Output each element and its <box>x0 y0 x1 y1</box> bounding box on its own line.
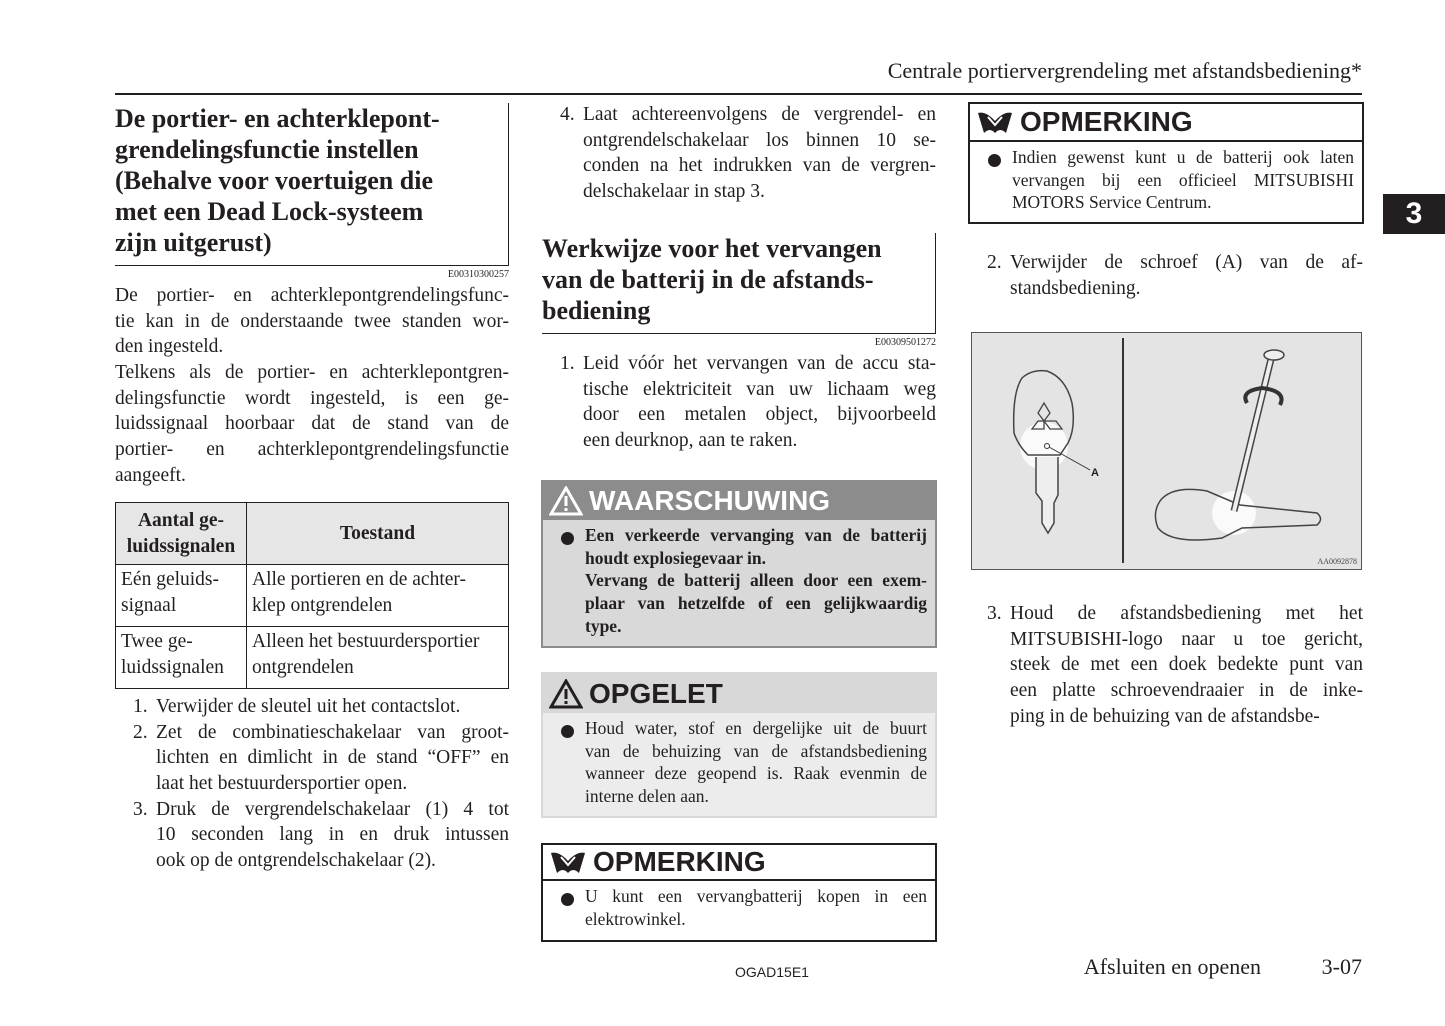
warning-text <box>585 524 927 637</box>
text-line: plaar van hetzelfde of een gelijkwaardig <box>585 593 927 614</box>
text-line: U kunt een vervangbatterij kopen in een <box>585 886 927 906</box>
text-line: Zet de combinatieschakelaar van groot- <box>156 721 509 743</box>
text-line: door een metalen object, bijvoorbeeld <box>583 404 936 426</box>
list-text <box>156 797 509 874</box>
section-heading-box <box>542 233 936 334</box>
text-line: Houd water, stof en dergelijke uit de buurt <box>585 718 927 738</box>
text-line: van de behuizing van de afstandsbediening <box>585 740 927 761</box>
step-3 <box>969 601 1363 729</box>
list-number: 2. <box>987 252 1002 273</box>
key-figure <box>971 332 1362 570</box>
table-row <box>116 627 509 689</box>
table-cell: Eén geluids- signaal <box>116 565 247 627</box>
text-line: standsbediening. <box>1010 277 1141 299</box>
text-line: houdt explosiegevaar in. <box>585 547 767 568</box>
text-line: ping in de behuizing van de afstandsbe- <box>1010 705 1320 727</box>
text-line: aangeeft. <box>115 464 186 486</box>
text-line: 10 seconden lang in en druk intussen <box>156 824 509 846</box>
list-text <box>1010 601 1363 729</box>
list-item <box>115 720 509 797</box>
list-item <box>542 351 936 454</box>
table-header: Aantal ge- luidssignalen <box>116 503 247 565</box>
text-line: steek de met een doek bedekte punt van <box>1010 654 1363 676</box>
list-item <box>969 250 1363 301</box>
caution-box <box>541 672 937 818</box>
text-line: ontgrendelschakelaar los binnen 10 se- <box>583 129 936 151</box>
text-line: van de batterij in de afstands- <box>542 265 874 294</box>
list-text <box>583 351 936 454</box>
text-line: conden na het indrukken van de vergren- <box>583 155 936 177</box>
table-cell: Alleen het bestuurdersportier ontgrendelen <box>247 627 509 689</box>
text-line: interne delen aan. <box>585 786 709 807</box>
footer-section: Afsluiten en openen <box>1083 954 1261 979</box>
text-line: bediening <box>542 296 651 325</box>
list-item <box>115 797 509 874</box>
text-line: tische elektriciteit van uw lichaam weg <box>583 378 936 400</box>
text-line: elektrowinkel. <box>585 908 686 929</box>
note-box <box>968 102 1364 224</box>
caution-text <box>585 717 927 808</box>
list-text <box>156 720 509 797</box>
list-text <box>156 694 509 720</box>
text-line: Leid vóór het vervangen van de accu sta- <box>583 353 936 374</box>
text-line: MOTORS Service Centrum. <box>1012 192 1212 213</box>
figure-code: AA0092878 <box>1317 557 1357 566</box>
note-title: OPMERKING <box>593 846 766 877</box>
text-line: vervangen bij een officieel MITSUBISHI <box>1012 169 1354 190</box>
note-text <box>585 885 927 930</box>
key-screw-illustration <box>972 333 1360 568</box>
list-text <box>1010 250 1363 301</box>
text-line: Verwijder de schroef (A) van de af- <box>1010 252 1363 273</box>
text-line: wanneer deze geopend is. Raak evenmin de <box>585 763 927 784</box>
header-rule <box>115 93 1362 95</box>
list-item <box>115 694 509 720</box>
text-line: lichten en dimlicht in de stand “OFF” en <box>156 747 509 769</box>
note-title: OPMERKING <box>1020 106 1193 137</box>
list-text <box>583 102 936 205</box>
section-heading-box <box>115 103 509 266</box>
text-line: type. <box>585 615 622 636</box>
section-heading <box>115 103 508 258</box>
text-line: portier- en achterklepontgrendelingsfunctie <box>115 439 509 461</box>
running-header: Centrale portiervergrendeling met afstandsbediening* <box>887 58 1362 83</box>
text-line: delschakelaar in stap 3. <box>583 181 765 203</box>
list-number: 1. <box>560 353 575 374</box>
text-line: een deurknop, aan te raken. <box>583 430 798 452</box>
section-code: E00310300257 <box>447 269 509 280</box>
step-2 <box>969 250 1363 301</box>
step-1 <box>542 351 936 454</box>
table-row <box>116 565 509 627</box>
intro-paragraph <box>115 283 509 489</box>
table-cell: Alle portieren en de achter- klep ontgrendelen <box>247 565 509 627</box>
bullet-icon <box>561 532 574 545</box>
caution-title: OPGELET <box>589 677 723 709</box>
text-line: Telkens als de portier- en achterklepontgren- <box>115 362 509 384</box>
text-line: Druk de vergrendelschakelaar (1) 4 tot <box>156 798 509 820</box>
list-item <box>969 601 1363 729</box>
text-line: (Behalve voor voertuigen die <box>115 166 433 195</box>
warning-box <box>541 480 937 648</box>
page-number: 3-07 <box>1321 954 1362 979</box>
warning-triangle-icon <box>549 486 583 516</box>
label-a: A <box>1091 467 1099 479</box>
note-box <box>541 843 937 942</box>
list-number: 2. <box>133 721 148 743</box>
section-code: E00309501272 <box>874 337 936 348</box>
text-line: Indien gewenst kunt u de batterij ook laten <box>1012 147 1354 167</box>
signal-table <box>115 502 509 689</box>
text-line: een platte schroevendraaier in de inke- <box>1010 680 1363 702</box>
text-line: Een verkeerde vervanging van de batterij <box>585 525 927 545</box>
list-item <box>542 102 936 205</box>
text-line: De portier- en achterklepont- <box>115 104 440 133</box>
table-cell: Twee ge- luidssignalen <box>116 627 247 689</box>
table-header: Toestand <box>247 503 509 565</box>
text-line: delingsfunctie wordt ingesteld, is een ge- <box>115 387 509 409</box>
text-line: MITSUBISHI-logo naar u toe gericht, <box>1010 628 1363 650</box>
list-number: 3. <box>987 603 1002 624</box>
text-line: Laat achtereenvolgens de vergrendel- en <box>583 104 936 125</box>
bullet-icon <box>561 893 574 906</box>
text-line: met een Dead Lock-systeem <box>115 197 424 226</box>
text-line: ook op de ontgrendelschakelaar (2). <box>156 850 436 872</box>
note-text <box>1012 146 1354 214</box>
step-4 <box>542 102 936 205</box>
note-hand-icon <box>976 109 1014 135</box>
caution-triangle-icon <box>549 679 583 709</box>
chapter-tab[interactable]: 3 <box>1383 194 1445 234</box>
text-line: luidssignaal hoorbaar dat de stand van de <box>115 413 509 435</box>
text-line: zijn uitgerust) <box>115 228 272 257</box>
text-line: laat het bestuurdersportier open. <box>156 773 408 795</box>
text-line: De portier- en achterklepontgrendelingsfunc- <box>115 285 509 306</box>
section-heading <box>542 233 935 326</box>
doc-code: OGAD15E1 <box>735 964 809 980</box>
bullet-icon <box>561 725 574 738</box>
text-line: tie kan in de onderstaande twee standen wor- <box>115 310 509 332</box>
steps-list <box>115 694 509 874</box>
bullet-icon <box>988 154 1001 167</box>
list-number: 1. <box>133 696 148 717</box>
warning-title: WAARSCHUWING <box>589 485 831 516</box>
text-line: den ingesteld. <box>115 336 224 358</box>
note-hand-icon <box>549 849 587 875</box>
text-line: Vervang de batterij alleen door een exem- <box>585 570 927 591</box>
text-line: grendelingsfunctie instellen <box>115 135 419 164</box>
text-line: Verwijder de sleutel uit het contactslot. <box>156 696 461 717</box>
text-line: Werkwijze voor het vervangen <box>542 234 882 263</box>
text-line: Houd de afstandsbediening met het <box>1010 603 1363 624</box>
list-number: 4. <box>560 104 575 125</box>
list-number: 3. <box>133 798 148 820</box>
